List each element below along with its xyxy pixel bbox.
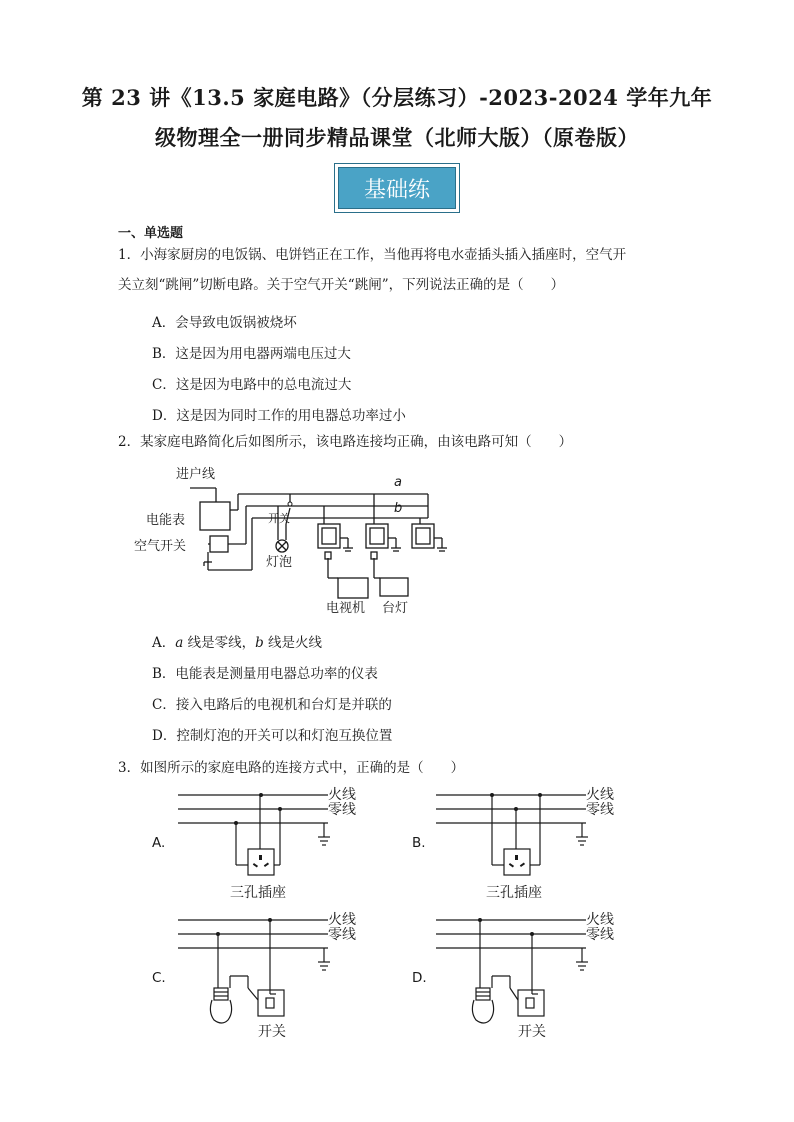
q2-option-a-var-b: b xyxy=(255,635,264,651)
q3b-neutral-label: 零线 xyxy=(586,802,614,818)
q3-diagram-c xyxy=(178,912,356,1042)
title-line-2: 级物理全一册同步精品课堂（北师大版）（原卷版） xyxy=(155,125,639,150)
q1-option-d: D．这是因为同时工作的用电器总功率过小 xyxy=(152,408,406,424)
q3-diagram-b xyxy=(436,785,614,905)
q3c-fire-label: 火线 xyxy=(328,912,356,928)
section-heading: 一、单选题 xyxy=(118,226,184,241)
q3c-switch-label: 开关 xyxy=(258,1024,286,1040)
q3b-socket-label: 三孔插座 xyxy=(486,885,542,901)
q2-option-a-rest: 线是火线 xyxy=(263,635,323,651)
q3d-neutral-label: 零线 xyxy=(586,927,614,943)
q2-option-c: C．接入电路后的电视机和台灯是并联的 xyxy=(152,697,392,713)
q3a-fire-label: 火线 xyxy=(328,787,356,803)
label-breaker: 空气开关 xyxy=(134,539,187,554)
q2-option-a-mid: 线是零线， xyxy=(183,635,256,651)
q3-option-c-label: C. xyxy=(152,970,166,986)
label-wire-a: a xyxy=(394,475,402,490)
q3a-socket-label: 三孔插座 xyxy=(230,885,286,901)
q2-circuit-diagram xyxy=(134,462,460,622)
title-line-1: 第 23 讲《13.5 家庭电路》（分层练习）-2023-2024 学年九年 xyxy=(81,85,713,110)
question-1-line-1: 1．小海家厨房的电饭锅、电饼铛正在工作，当他再将电水壶插头插入插座时，空气开 xyxy=(118,247,627,263)
q2-option-d: D．控制灯泡的开关可以和灯泡互换位置 xyxy=(152,728,393,744)
question-3-stem: 3．如图所示的家庭电路的连接方式中，正确的是（ ） xyxy=(118,760,465,776)
q3b-fire-label: 火线 xyxy=(586,787,614,803)
q1-option-b: B．这是因为用电器两端电压过大 xyxy=(152,346,351,362)
label-meter: 电能表 xyxy=(146,513,186,528)
q3d-fire-label: 火线 xyxy=(586,912,614,928)
q1-option-a: A．会导致电饭锅被烧坏 xyxy=(152,315,297,331)
badge-text: 基础练 xyxy=(363,177,430,203)
q2-option-a xyxy=(152,631,322,651)
q2-option-b: B．电能表是测量用电器总功率的仪表 xyxy=(152,666,378,682)
question-2-stem: 2．某家庭电路简化后如图所示，该电路连接均正确，由该电路可知（ ） xyxy=(118,434,573,450)
q3-diagram-d xyxy=(436,912,614,1042)
q3c-neutral-label: 零线 xyxy=(328,927,356,943)
q3a-neutral-label: 零线 xyxy=(328,802,356,818)
q2-option-a-letter: A． xyxy=(152,635,176,651)
label-incoming: 进户线 xyxy=(176,467,216,482)
q3d-switch-label: 开关 xyxy=(518,1024,546,1040)
label-lamp: 台灯 xyxy=(382,601,409,616)
level-badge xyxy=(334,163,460,213)
q1-option-c: C．这是因为电路中的总电流过大 xyxy=(152,377,352,393)
label-bulb: 灯泡 xyxy=(266,555,293,570)
q3-option-d-label: D. xyxy=(412,970,427,986)
q2-option-a-var-a: a xyxy=(175,635,184,651)
q3-diagram-a xyxy=(178,785,356,905)
label-tv: 电视机 xyxy=(326,601,366,616)
label-switch: 开关 xyxy=(268,512,290,525)
q3-option-b-label: B. xyxy=(412,835,426,851)
q3-option-a-label: A. xyxy=(152,835,166,851)
question-1-line-2: 关立刻“跳闸”切断电路。关于空气开关“跳闸”，下列说法正确的是（ ） xyxy=(118,277,565,293)
label-wire-b: b xyxy=(394,501,403,516)
